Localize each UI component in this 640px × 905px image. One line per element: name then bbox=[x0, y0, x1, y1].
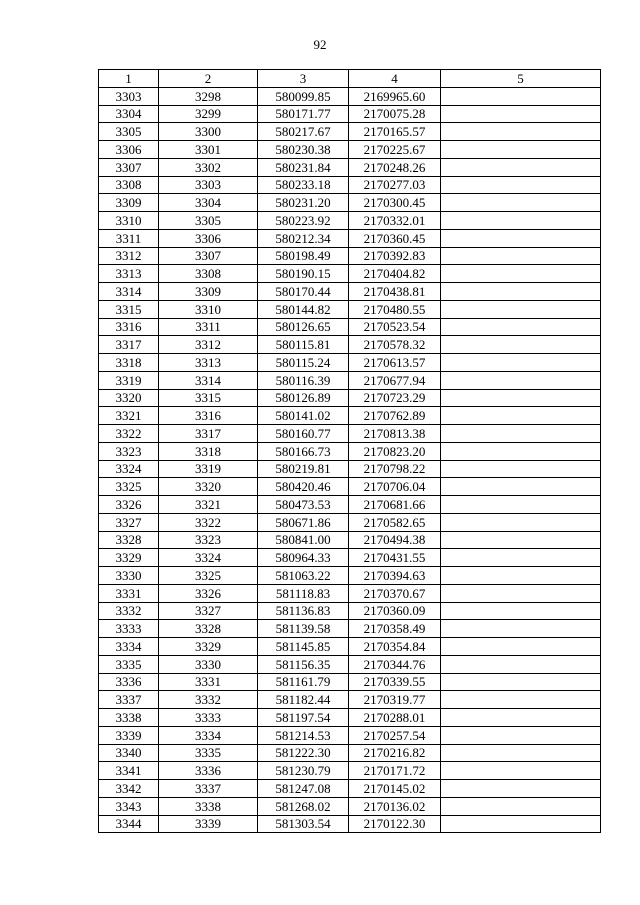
table-cell: 3330 bbox=[159, 655, 258, 673]
table-cell bbox=[441, 87, 601, 105]
table-cell: 3333 bbox=[159, 709, 258, 727]
table-cell: 3311 bbox=[159, 318, 258, 336]
table-cell: 2170494.38 bbox=[349, 531, 441, 549]
table-cell: 3299 bbox=[159, 105, 258, 123]
table-cell: 580198.49 bbox=[258, 247, 349, 265]
table-cell: 3334 bbox=[159, 726, 258, 744]
table-cell: 3310 bbox=[99, 212, 159, 230]
table-cell: 580841.00 bbox=[258, 531, 349, 549]
table-cell: 2170392.83 bbox=[349, 247, 441, 265]
table-row bbox=[99, 87, 601, 105]
table-cell: 2170723.29 bbox=[349, 389, 441, 407]
table-cell bbox=[441, 478, 601, 496]
table-cell: 3336 bbox=[159, 762, 258, 780]
table-row bbox=[99, 815, 601, 833]
table-row bbox=[99, 709, 601, 727]
table-body bbox=[99, 87, 601, 833]
table-cell: 3329 bbox=[159, 638, 258, 656]
table-cell: 3324 bbox=[99, 460, 159, 478]
table-cell: 2170578.32 bbox=[349, 336, 441, 354]
table-cell: 2170145.02 bbox=[349, 780, 441, 798]
table-cell bbox=[441, 567, 601, 585]
table-cell: 3327 bbox=[159, 602, 258, 620]
table-cell bbox=[441, 709, 601, 727]
table-cell bbox=[441, 638, 601, 656]
table-row bbox=[99, 762, 601, 780]
table-row bbox=[99, 105, 601, 123]
table-cell: 580217.67 bbox=[258, 123, 349, 141]
table-cell bbox=[441, 531, 601, 549]
table-cell bbox=[441, 300, 601, 318]
table-row bbox=[99, 567, 601, 585]
table-cell: 3332 bbox=[99, 602, 159, 620]
table-cell: 3317 bbox=[159, 425, 258, 443]
table-row bbox=[99, 797, 601, 815]
table-cell: 580166.73 bbox=[258, 442, 349, 460]
table-cell bbox=[441, 496, 601, 514]
table-cell: 581182.44 bbox=[258, 691, 349, 709]
table-cell: 3313 bbox=[99, 265, 159, 283]
table-cell: 3328 bbox=[99, 531, 159, 549]
table-cell: 3306 bbox=[99, 141, 159, 159]
table-cell: 3334 bbox=[99, 638, 159, 656]
table-cell: 2170171.72 bbox=[349, 762, 441, 780]
table-cell: 580219.81 bbox=[258, 460, 349, 478]
table-cell bbox=[441, 389, 601, 407]
table-row bbox=[99, 283, 601, 301]
table-cell: 580171.77 bbox=[258, 105, 349, 123]
table-cell: 3309 bbox=[99, 194, 159, 212]
table-cell: 2170075.28 bbox=[349, 105, 441, 123]
table-row bbox=[99, 123, 601, 141]
table-cell: 3300 bbox=[159, 123, 258, 141]
table-cell: 581063.22 bbox=[258, 567, 349, 585]
table-cell: 580170.44 bbox=[258, 283, 349, 301]
column-header: 1 bbox=[99, 70, 159, 88]
table-cell: 3321 bbox=[159, 496, 258, 514]
column-header: 5 bbox=[441, 70, 601, 88]
table-cell: 3310 bbox=[159, 300, 258, 318]
table-cell: 2169965.60 bbox=[349, 87, 441, 105]
table-cell: 3303 bbox=[99, 87, 159, 105]
table-cell: 2170394.63 bbox=[349, 567, 441, 585]
table-cell: 3325 bbox=[159, 567, 258, 585]
table-cell: 3306 bbox=[159, 229, 258, 247]
table-cell: 580473.53 bbox=[258, 496, 349, 514]
table-cell: 581197.54 bbox=[258, 709, 349, 727]
table-cell bbox=[441, 371, 601, 389]
table-row bbox=[99, 691, 601, 709]
table-cell: 2170613.57 bbox=[349, 354, 441, 372]
table-cell: 580099.85 bbox=[258, 87, 349, 105]
table-cell: 3341 bbox=[99, 762, 159, 780]
table-cell: 3340 bbox=[99, 744, 159, 762]
table-cell: 2170288.01 bbox=[349, 709, 441, 727]
table-row bbox=[99, 496, 601, 514]
table-cell: 3319 bbox=[99, 371, 159, 389]
table-cell bbox=[441, 602, 601, 620]
table-cell bbox=[441, 123, 601, 141]
column-header: 2 bbox=[159, 70, 258, 88]
table-cell: 3342 bbox=[99, 780, 159, 798]
table-cell bbox=[441, 194, 601, 212]
table-cell bbox=[441, 283, 601, 301]
table-cell: 580116.39 bbox=[258, 371, 349, 389]
header-row bbox=[99, 70, 601, 88]
table-cell: 3319 bbox=[159, 460, 258, 478]
table-cell: 3302 bbox=[159, 158, 258, 176]
table-cell: 3339 bbox=[99, 726, 159, 744]
table-row bbox=[99, 300, 601, 318]
table-cell: 581303.54 bbox=[258, 815, 349, 833]
table-cell: 580231.84 bbox=[258, 158, 349, 176]
table-row bbox=[99, 389, 601, 407]
table-cell: 2170358.49 bbox=[349, 620, 441, 638]
table-cell: 3307 bbox=[159, 247, 258, 265]
table-cell: 3320 bbox=[159, 478, 258, 496]
table-cell: 3326 bbox=[159, 584, 258, 602]
table-cell: 3312 bbox=[99, 247, 159, 265]
table-row bbox=[99, 620, 601, 638]
table-cell: 3307 bbox=[99, 158, 159, 176]
table-cell: 580671.86 bbox=[258, 513, 349, 531]
table-row bbox=[99, 655, 601, 673]
table-row bbox=[99, 513, 601, 531]
table-cell: 3303 bbox=[159, 176, 258, 194]
table-cell: 3335 bbox=[159, 744, 258, 762]
table-cell: 3320 bbox=[99, 389, 159, 407]
table-cell: 580160.77 bbox=[258, 425, 349, 443]
table-row bbox=[99, 194, 601, 212]
table-cell: 2170404.82 bbox=[349, 265, 441, 283]
table-cell: 581247.08 bbox=[258, 780, 349, 798]
table-cell: 2170354.84 bbox=[349, 638, 441, 656]
table-cell: 2170122.30 bbox=[349, 815, 441, 833]
table-header bbox=[99, 70, 601, 88]
table-cell: 3322 bbox=[159, 513, 258, 531]
table-cell: 3305 bbox=[159, 212, 258, 230]
table-cell: 581139.58 bbox=[258, 620, 349, 638]
table-cell bbox=[441, 691, 601, 709]
table-cell: 2170248.26 bbox=[349, 158, 441, 176]
table-row bbox=[99, 212, 601, 230]
table-cell: 3339 bbox=[159, 815, 258, 833]
table-row bbox=[99, 354, 601, 372]
table-cell: 2170370.67 bbox=[349, 584, 441, 602]
table-cell: 580231.20 bbox=[258, 194, 349, 212]
table-cell: 3308 bbox=[99, 176, 159, 194]
table-row bbox=[99, 176, 601, 194]
table-cell: 3331 bbox=[99, 584, 159, 602]
table-row bbox=[99, 744, 601, 762]
table-row bbox=[99, 602, 601, 620]
table-cell bbox=[441, 815, 601, 833]
table-cell bbox=[441, 318, 601, 336]
table-cell: 3338 bbox=[99, 709, 159, 727]
table-row bbox=[99, 247, 601, 265]
table-cell: 3321 bbox=[99, 407, 159, 425]
table-cell: 2170798.22 bbox=[349, 460, 441, 478]
table-cell bbox=[441, 425, 601, 443]
table-cell bbox=[441, 247, 601, 265]
table-cell bbox=[441, 655, 601, 673]
table-cell: 580230.38 bbox=[258, 141, 349, 159]
table-cell: 3323 bbox=[159, 531, 258, 549]
table-cell bbox=[441, 336, 601, 354]
table-cell: 3315 bbox=[159, 389, 258, 407]
table-cell: 3324 bbox=[159, 549, 258, 567]
table-cell: 3322 bbox=[99, 425, 159, 443]
table-cell: 3343 bbox=[99, 797, 159, 815]
table-cell bbox=[441, 265, 601, 283]
table-cell: 3318 bbox=[159, 442, 258, 460]
table-cell: 2170332.01 bbox=[349, 212, 441, 230]
table-cell: 3323 bbox=[99, 442, 159, 460]
table-cell: 581161.79 bbox=[258, 673, 349, 691]
table-cell: 2170677.94 bbox=[349, 371, 441, 389]
table-cell: 3344 bbox=[99, 815, 159, 833]
table-cell: 3312 bbox=[159, 336, 258, 354]
table-cell: 2170762.89 bbox=[349, 407, 441, 425]
table-cell: 580212.34 bbox=[258, 229, 349, 247]
table-cell: 2170431.55 bbox=[349, 549, 441, 567]
table-cell: 580115.24 bbox=[258, 354, 349, 372]
table-cell bbox=[441, 797, 601, 815]
table-row bbox=[99, 336, 601, 354]
table-cell: 3309 bbox=[159, 283, 258, 301]
table-cell bbox=[441, 407, 601, 425]
table-cell bbox=[441, 762, 601, 780]
table-cell: 581118.83 bbox=[258, 584, 349, 602]
table-cell: 580190.15 bbox=[258, 265, 349, 283]
table-cell bbox=[441, 354, 601, 372]
table-cell: 3317 bbox=[99, 336, 159, 354]
coordinates-table bbox=[98, 69, 601, 833]
table-cell: 2170706.04 bbox=[349, 478, 441, 496]
table-cell: 3304 bbox=[159, 194, 258, 212]
table-cell: 580115.81 bbox=[258, 336, 349, 354]
table-cell bbox=[441, 442, 601, 460]
table-row bbox=[99, 584, 601, 602]
table-cell: 580420.46 bbox=[258, 478, 349, 496]
table-cell: 2170582.65 bbox=[349, 513, 441, 531]
table-row bbox=[99, 780, 601, 798]
table-cell: 581156.35 bbox=[258, 655, 349, 673]
table-cell: 3335 bbox=[99, 655, 159, 673]
table-cell: 2170165.57 bbox=[349, 123, 441, 141]
table-row bbox=[99, 638, 601, 656]
table-cell: 3330 bbox=[99, 567, 159, 585]
table-row bbox=[99, 726, 601, 744]
table-row bbox=[99, 549, 601, 567]
table-cell: 2170225.67 bbox=[349, 141, 441, 159]
table-row bbox=[99, 407, 601, 425]
table-cell: 2170823.20 bbox=[349, 442, 441, 460]
table-row bbox=[99, 141, 601, 159]
table-cell bbox=[441, 744, 601, 762]
table-cell: 3304 bbox=[99, 105, 159, 123]
table-cell bbox=[441, 460, 601, 478]
table-cell: 2170216.82 bbox=[349, 744, 441, 762]
table-row bbox=[99, 531, 601, 549]
table-cell: 581268.02 bbox=[258, 797, 349, 815]
table-cell: 3337 bbox=[99, 691, 159, 709]
table-cell bbox=[441, 673, 601, 691]
table-cell bbox=[441, 141, 601, 159]
table-cell: 2170438.81 bbox=[349, 283, 441, 301]
table-cell: 3305 bbox=[99, 123, 159, 141]
table-cell: 2170813.38 bbox=[349, 425, 441, 443]
table-cell: 3331 bbox=[159, 673, 258, 691]
table-cell: 2170257.54 bbox=[349, 726, 441, 744]
table-cell: 2170681.66 bbox=[349, 496, 441, 514]
table-cell: 3316 bbox=[159, 407, 258, 425]
table-cell bbox=[441, 726, 601, 744]
table-cell: 581145.85 bbox=[258, 638, 349, 656]
table-cell: 3298 bbox=[159, 87, 258, 105]
table-cell: 3338 bbox=[159, 797, 258, 815]
table-cell: 580126.89 bbox=[258, 389, 349, 407]
table-cell: 580141.02 bbox=[258, 407, 349, 425]
table-cell: 2170480.55 bbox=[349, 300, 441, 318]
table-row bbox=[99, 158, 601, 176]
page-number: 92 bbox=[313, 37, 327, 52]
table-cell: 581214.53 bbox=[258, 726, 349, 744]
table-cell bbox=[441, 620, 601, 638]
table-cell bbox=[441, 513, 601, 531]
table-cell: 2170360.09 bbox=[349, 602, 441, 620]
table-cell: 3314 bbox=[99, 283, 159, 301]
table-cell: 3329 bbox=[99, 549, 159, 567]
table-cell: 581222.30 bbox=[258, 744, 349, 762]
table-cell bbox=[441, 549, 601, 567]
table-cell: 3337 bbox=[159, 780, 258, 798]
table-cell: 2170300.45 bbox=[349, 194, 441, 212]
table-cell: 2170523.54 bbox=[349, 318, 441, 336]
table-cell: 3333 bbox=[99, 620, 159, 638]
table-cell: 3313 bbox=[159, 354, 258, 372]
table-cell bbox=[441, 105, 601, 123]
table-cell bbox=[441, 158, 601, 176]
table-cell: 3311 bbox=[99, 229, 159, 247]
table-cell: 3316 bbox=[99, 318, 159, 336]
table-row bbox=[99, 673, 601, 691]
table-cell bbox=[441, 780, 601, 798]
table-cell: 3328 bbox=[159, 620, 258, 638]
table-cell: 580233.18 bbox=[258, 176, 349, 194]
table-cell bbox=[441, 229, 601, 247]
table-cell: 3325 bbox=[99, 478, 159, 496]
table-cell: 2170136.02 bbox=[349, 797, 441, 815]
table-cell: 2170319.77 bbox=[349, 691, 441, 709]
table-cell: 581230.79 bbox=[258, 762, 349, 780]
table-cell: 3318 bbox=[99, 354, 159, 372]
table-cell: 580223.92 bbox=[258, 212, 349, 230]
table-cell: 3332 bbox=[159, 691, 258, 709]
table-row bbox=[99, 318, 601, 336]
column-header: 4 bbox=[349, 70, 441, 88]
table-row bbox=[99, 229, 601, 247]
table-cell: 3301 bbox=[159, 141, 258, 159]
table-cell: 580964.33 bbox=[258, 549, 349, 567]
table-cell: 3315 bbox=[99, 300, 159, 318]
table-row bbox=[99, 460, 601, 478]
column-header: 3 bbox=[258, 70, 349, 88]
table-cell: 3314 bbox=[159, 371, 258, 389]
table-cell: 581136.83 bbox=[258, 602, 349, 620]
table-row bbox=[99, 265, 601, 283]
table-cell bbox=[441, 584, 601, 602]
table-cell: 3327 bbox=[99, 513, 159, 531]
table-cell: 580144.82 bbox=[258, 300, 349, 318]
table-cell: 2170277.03 bbox=[349, 176, 441, 194]
table-cell: 2170360.45 bbox=[349, 229, 441, 247]
table-cell: 3308 bbox=[159, 265, 258, 283]
table-cell bbox=[441, 212, 601, 230]
table-row bbox=[99, 425, 601, 443]
table-cell: 3326 bbox=[99, 496, 159, 514]
table-cell: 2170339.55 bbox=[349, 673, 441, 691]
table-row bbox=[99, 478, 601, 496]
table-cell: 3336 bbox=[99, 673, 159, 691]
table-cell: 580126.65 bbox=[258, 318, 349, 336]
table-cell: 2170344.76 bbox=[349, 655, 441, 673]
table-row bbox=[99, 442, 601, 460]
table-cell bbox=[441, 176, 601, 194]
table-row bbox=[99, 371, 601, 389]
